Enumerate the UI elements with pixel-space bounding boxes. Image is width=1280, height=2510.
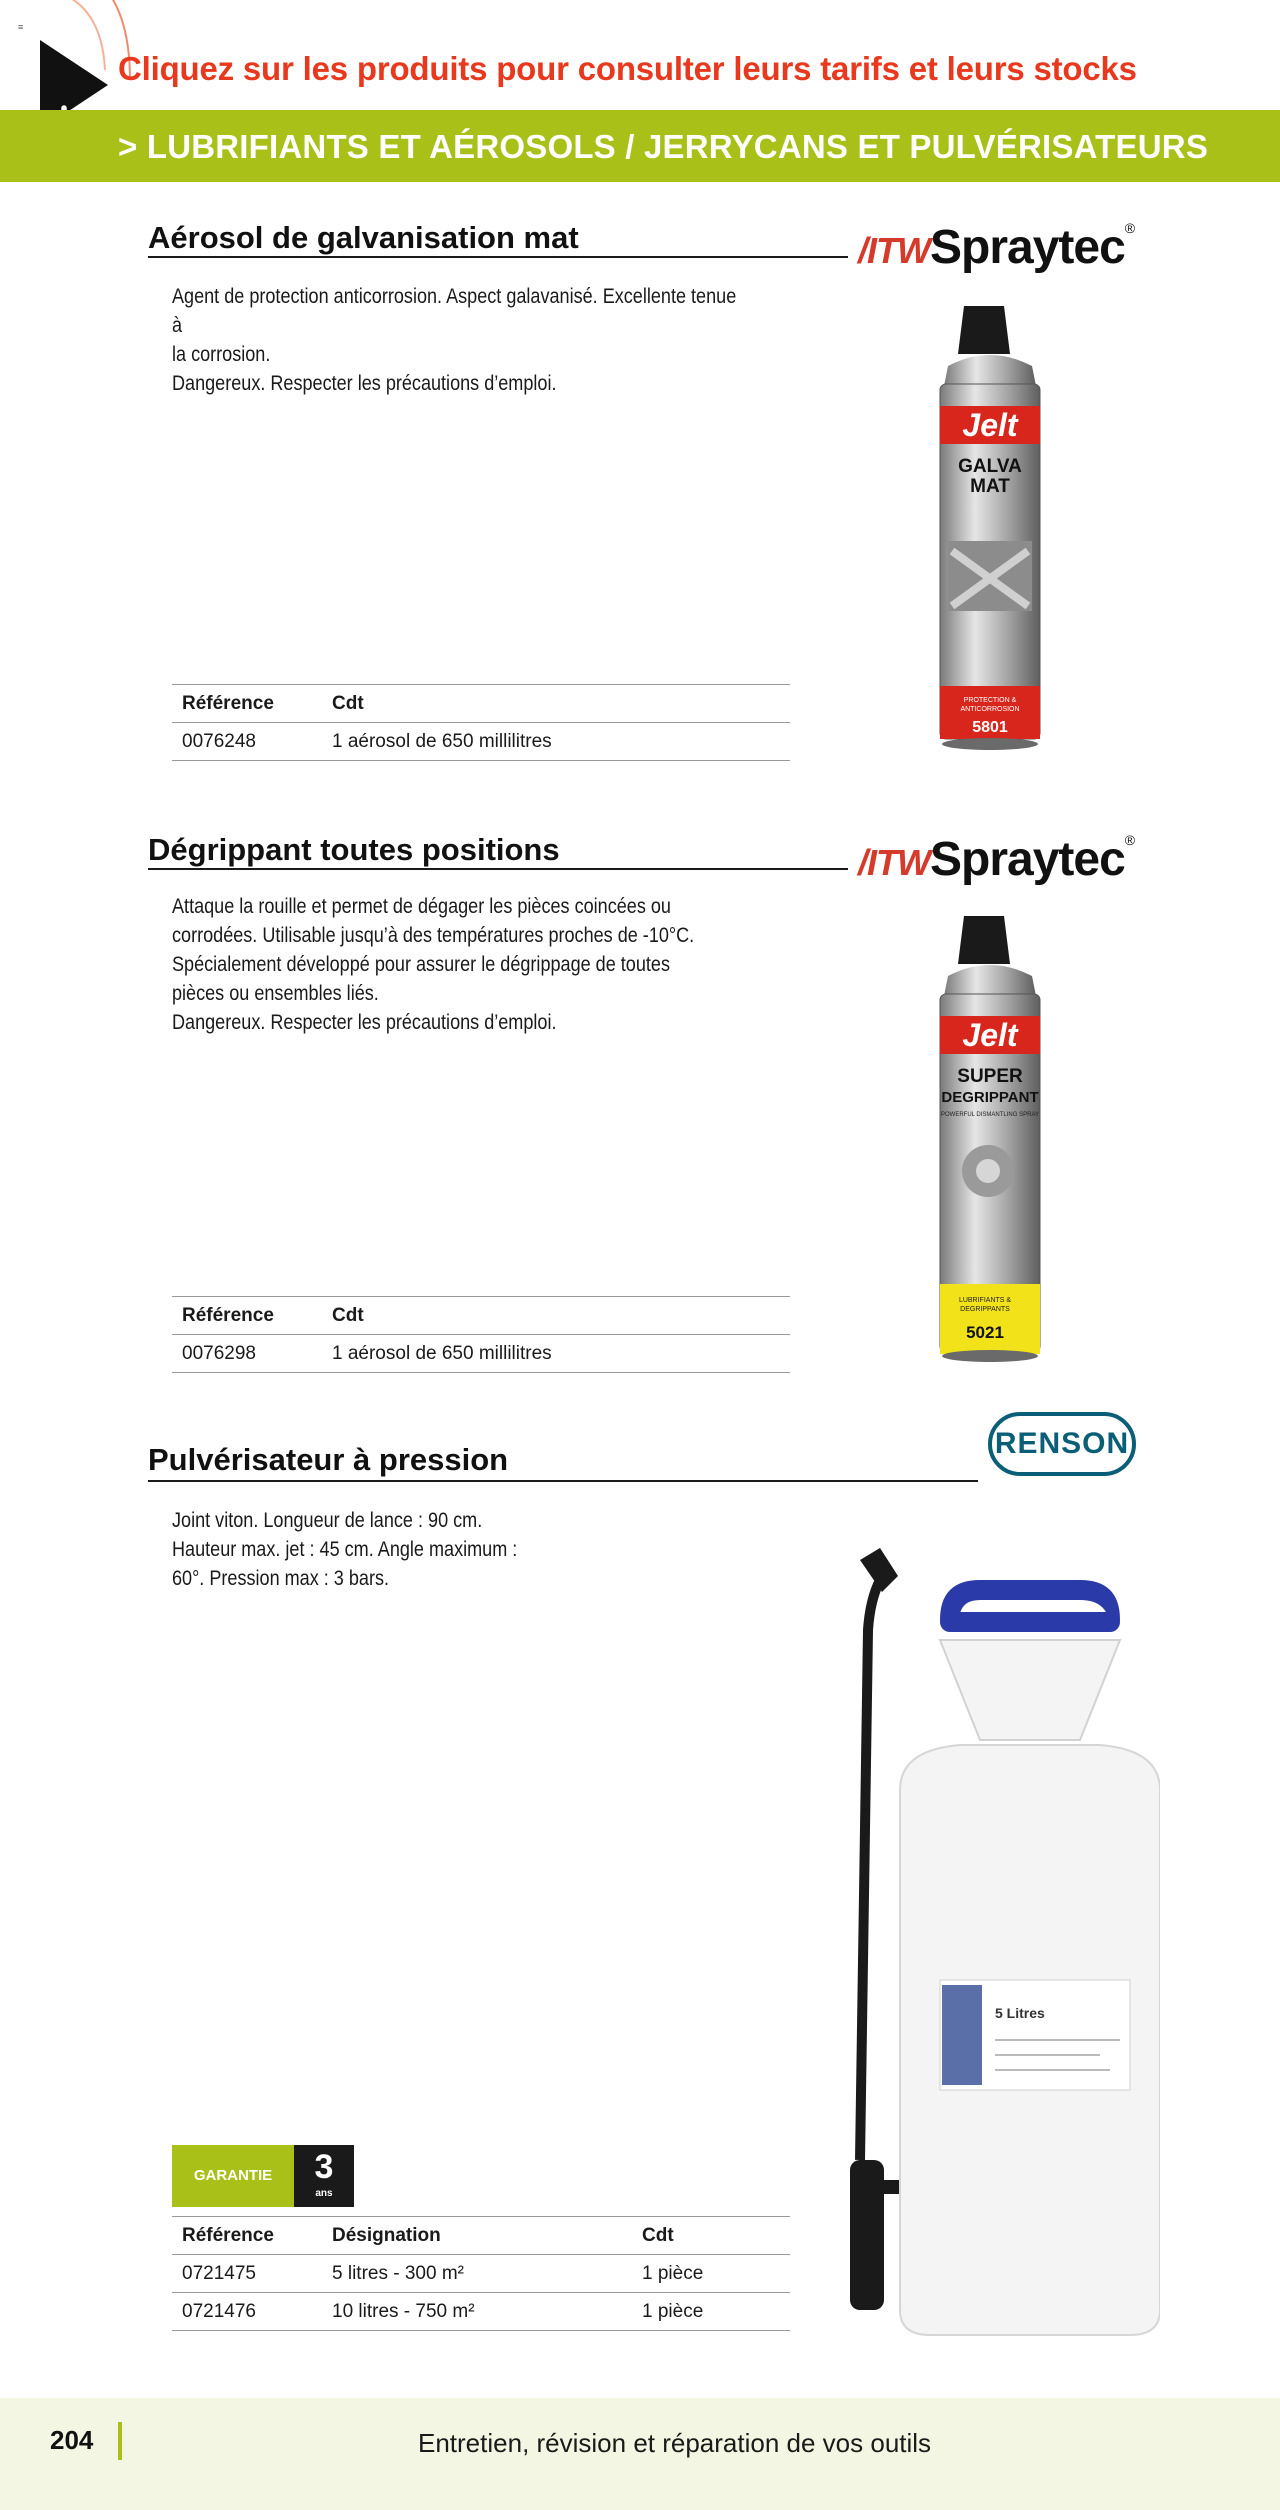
aerosol-can-image[interactable] (930, 306, 1050, 756)
product-description (172, 1506, 740, 1593)
page-number-divider (118, 2422, 122, 2460)
description-line: Joint viton. Longueur de lance : 90 cm. (172, 1509, 483, 1532)
reference-table (172, 684, 790, 761)
table-header-row (172, 2217, 790, 2255)
can-name-line: MAT (970, 476, 1010, 497)
description-line: la corrosion. (172, 343, 271, 366)
table-cell: 1 pièce (632, 2255, 790, 2293)
product-title[interactable]: Dégrippant toutes positions (148, 832, 560, 867)
description-line: Attaque la rouille et permet de dégager les pièces coincées ou (172, 895, 671, 918)
description-line: corrodées. Utilisable jusqu’à des températures proches de -10°C. (172, 924, 695, 947)
spraytec-logo (858, 832, 1135, 887)
can-name-line: SUPER (957, 1066, 1023, 1087)
table-row[interactable] (172, 2255, 790, 2293)
category-title: > LUBRIFIANTS ET AÉROSOLS / JERRYCANS ET PULVÉRISATEURS (118, 128, 1209, 165)
table-header: Cdt (322, 1297, 790, 1335)
product-pulverisateur[interactable] (0, 1400, 1280, 2340)
can-tag: DEGRIPPANTS (960, 1306, 1010, 1313)
can-code: 5021 (966, 1323, 1004, 1342)
warranty-unit: ans (315, 2188, 333, 2199)
description-line: Hauteur max. jet : 45 cm. Angle maximum : (172, 1538, 518, 1561)
can-brand: Jelt (962, 407, 1018, 443)
cta-text[interactable]: Cliquez sur les produits pour consulter leurs tarifs et leurs stocks (118, 50, 1137, 87)
product-galva-mat[interactable] (0, 210, 1280, 770)
product-title[interactable]: Aérosol de galvanisation mat (148, 220, 579, 255)
footer-section-title: Entretien, révision et réparation de vos outils (418, 2428, 932, 2458)
warranty-label: GARANTIE (172, 2145, 294, 2207)
pressure-sprayer-image[interactable] (830, 1540, 1160, 2340)
registered-mark: ® (1124, 832, 1136, 848)
can-tag: PROTECTION & (963, 697, 1017, 704)
renson-logo: RENSON (988, 1412, 1136, 1476)
spray-cap (958, 306, 1010, 354)
description-line: Dangereux. Respecter les précautions d’emploi. (172, 1011, 557, 1034)
can-code: 5801 (972, 719, 1008, 736)
table-cell: 0076248 (172, 723, 322, 761)
can-brand: Jelt (962, 1017, 1018, 1053)
table-cell: 0076298 (172, 1335, 322, 1373)
table-cell: 1 pièce (632, 2293, 790, 2331)
table-cell: 1 aérosol de 650 millilitres (322, 723, 790, 761)
registered-mark: ® (1124, 220, 1136, 236)
brand-name: Spraytec (929, 221, 1125, 274)
title-underline (148, 1480, 978, 1482)
can-tag: ANTICORROSION (960, 706, 1020, 713)
page-number: 204 (50, 2425, 94, 2455)
can-subtitle: POWERFUL DISMANTLING SPRAY (940, 1112, 1040, 1118)
table-row[interactable] (172, 723, 790, 761)
table-cell: 0721476 (172, 2293, 322, 2331)
itw-mark: /ITW (858, 230, 930, 271)
table-cell: 5 litres - 300 m² (322, 2255, 632, 2293)
description-line: Spécialement développé pour assurer le dégrippage de toutes (172, 953, 670, 976)
warranty-badge (172, 2145, 354, 2207)
aerosol-can-image[interactable] (930, 916, 1050, 1376)
product-title[interactable]: Pulvérisateur à pression (148, 1442, 509, 1477)
warranty-years-box (294, 2145, 354, 2207)
can-name-line: DEGRIPPANT (941, 1089, 1039, 1106)
title-underline (148, 868, 848, 870)
description-line: Dangereux. Respecter les précautions d’emploi. (172, 372, 557, 395)
menu-dots-icon[interactable]: ≡ (18, 22, 24, 32)
table-header: Cdt (322, 685, 790, 723)
table-header: Référence (172, 685, 322, 723)
description-line: Agent de protection anticorrosion. Aspect galavanisé. Excellente tenue à (172, 285, 737, 337)
brand-name: Spraytec (929, 833, 1125, 886)
table-header-row (172, 685, 790, 723)
table-header: Cdt (632, 2217, 790, 2255)
sprayer-label: 5 Litres (995, 2005, 1045, 2021)
table-header: Référence (172, 1297, 322, 1335)
spraytec-logo (858, 220, 1135, 275)
can-tag: LUBRIFIANTS & (958, 1297, 1012, 1304)
can-name-line: GALVA (958, 456, 1022, 477)
product-description (172, 282, 740, 398)
table-row[interactable] (172, 1335, 790, 1373)
table-cell: 1 aérosol de 650 millilitres (322, 1335, 790, 1373)
product-description (172, 892, 740, 1037)
title-underline (148, 256, 848, 258)
reference-table (172, 1296, 790, 1373)
warranty-years: 3 (314, 2148, 334, 2186)
table-header: Désignation (322, 2217, 632, 2255)
reference-table (172, 2216, 790, 2331)
itw-mark: /ITW (858, 842, 930, 883)
table-row[interactable] (172, 2293, 790, 2331)
description-line: pièces ou ensembles liés. (172, 982, 379, 1005)
table-cell: 0721475 (172, 2255, 322, 2293)
description-line: 60°. Pression max : 3 bars. (172, 1567, 390, 1590)
table-header-row (172, 1297, 790, 1335)
table-cell: 10 litres - 750 m² (322, 2293, 632, 2331)
table-header: Référence (172, 2217, 322, 2255)
product-degrippant[interactable] (0, 820, 1280, 1400)
